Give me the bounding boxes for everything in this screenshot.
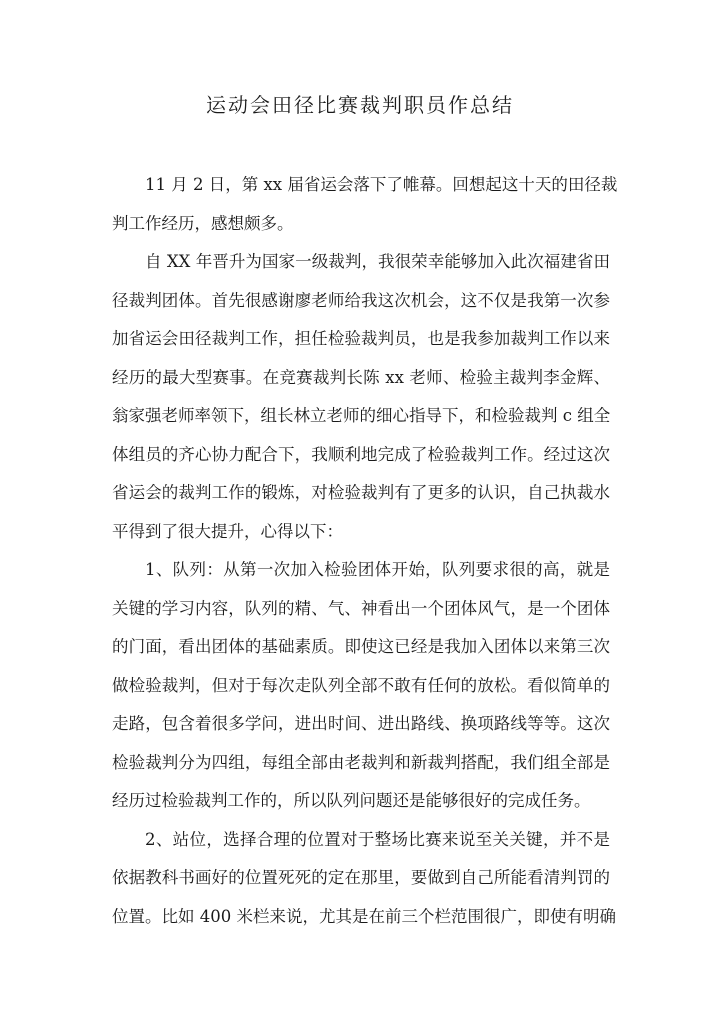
- paragraph-line: 依据教科书画好的位置死死的定在那里，要做到自己所能看清判罚的: [112, 868, 610, 887]
- document-body: [112, 166, 618, 936]
- paragraph-line: 径裁判团体。首先很感谢廖老师给我这次机会，这不仅是我第一次参: [112, 290, 610, 310]
- paragraph-line: 省运会的裁判工作的锻炼，对检验裁判有了更多的认识，自己执裁水: [112, 483, 610, 502]
- paragraph-line: 自 XX 年晋升为国家一级裁判，我很荣幸能够加入此次福建省田: [145, 252, 610, 271]
- paragraph-line: 经历的最大型赛事。在竞赛裁判长陈 xx 老师、检验主裁判李金辉、: [112, 367, 610, 387]
- paragraph-line: 关键的学习内容，队列的精、气、神看出一个团体风气，是一个团体: [112, 598, 610, 618]
- document-title: 运动会田径比赛裁判职员作总结: [206, 93, 514, 117]
- paragraph-line: 11 月 2 日，第 xx 届省运会落下了帷幕。回想起这十天的田径裁: [145, 175, 618, 194]
- paragraph-line: 的门面，看出团体的基础素质。即使这已经是我加入团体以来第三次: [112, 637, 610, 656]
- paragraph-line: 1、队列：从第一次加入检验团体开始，队列要求很的高，就是: [145, 560, 610, 579]
- paragraph-line: 平得到了很大提升，心得以下：: [112, 521, 343, 541]
- paragraph-line: 加省运会田径裁判工作，担任检验裁判员，也是我参加裁判工作以来: [112, 329, 610, 348]
- paragraph: [112, 821, 616, 937]
- paragraph-line: 经历过检验裁判工作的，所以队列问题还是能够很好的完成任务。: [112, 791, 591, 810]
- paragraph-line: 判工作经历，感想颇多。: [112, 213, 294, 233]
- paragraph-line: 位置。比如 400 米栏来说，尤其是在前三个栏范围很广，即使有明确: [112, 906, 616, 926]
- paragraph-line: 翁家强老师率领下，组长林立老师的细心指导下，和检验裁判 c 组全: [112, 406, 611, 425]
- paragraph-line: 体组员的齐心协力配合下，我顺利地完成了检验裁判工作。经过这次: [112, 444, 610, 464]
- paragraph-line: 做检验裁判，但对于每次走队列全部不敢有任何的放松。看似简单的: [112, 675, 610, 695]
- paragraph-line: 检验裁判分为四组，每组全部由老裁判和新裁判搭配，我们组全部是: [112, 752, 610, 772]
- paragraph-line: 2、站位，选择合理的位置对于整场比赛来说至关关键，并不是: [145, 829, 610, 849]
- paragraph: [112, 243, 610, 551]
- paragraph: [112, 166, 618, 243]
- paragraph-line: 走路，包含着很多学问，进出时间、进出路线、换项路线等等。这次: [112, 714, 610, 733]
- paragraph: [112, 551, 610, 821]
